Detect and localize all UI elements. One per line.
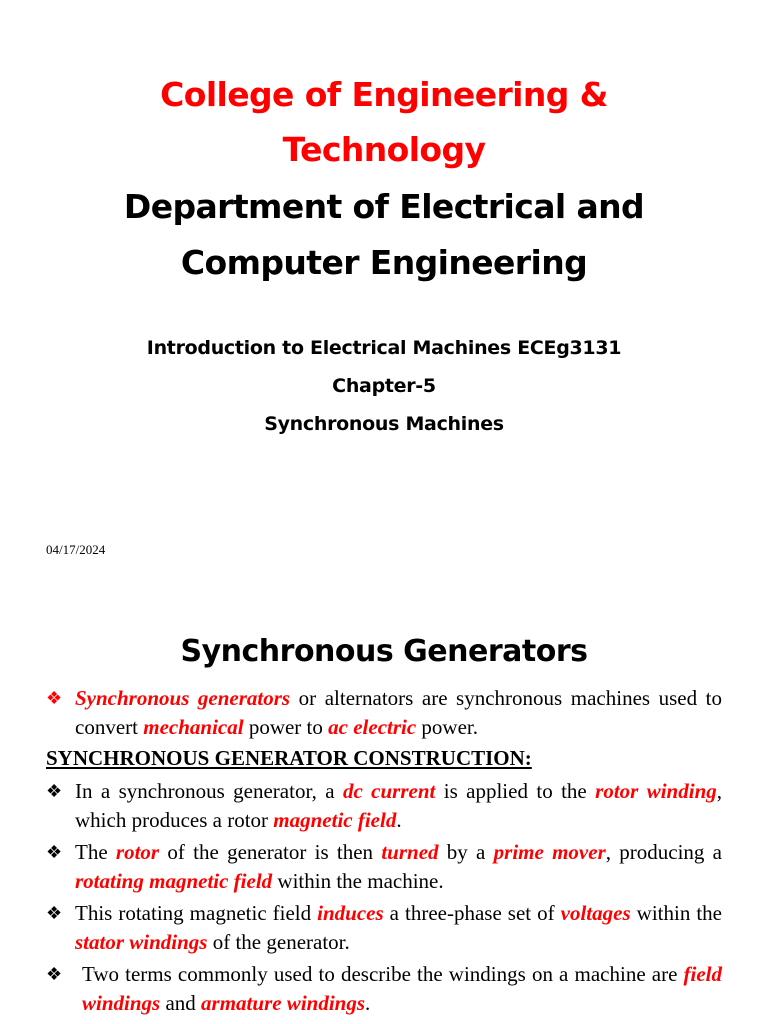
paragraph-text [75,899,722,957]
highlighted-term: magnetic field [273,808,397,832]
bullet-paragraph-2 [46,777,722,835]
text-run: within the machine. [272,869,444,893]
paragraph-text [75,838,722,896]
diamond-bullet-icon: ❖ [46,688,63,708]
course-title: Introduction to Electrical Machines ECEg3131 [146,337,622,359]
highlighted-term: mechanical [143,715,244,739]
diamond-bullet-icon: ❖ [46,781,63,801]
bullet-paragraph-5 [46,960,722,1018]
highlighted-term: rotating magnetic field [75,869,273,893]
highlighted-term: Synchronous generators [75,686,291,710]
text-run: of the generator is then [159,840,382,864]
text-run: by a [438,840,494,864]
text-run: power. [416,715,478,739]
bullet-paragraph-1 [46,684,722,742]
paragraph-text [75,777,722,835]
text-run: power to [243,715,329,739]
text-run: Two terms commonly used to describe the windings on a machine are [82,962,684,986]
topic-label: Synchronous Machines [264,413,504,435]
bullet-paragraph-3 [46,838,722,896]
slide-title: Synchronous Generators [180,634,588,669]
highlighted-term: prime mover [493,840,606,864]
department-title-line2: Computer Engineering [180,243,588,282]
text-run: . [396,808,402,832]
college-title-line1: College of Engineering & [160,75,608,114]
highlighted-term: rotor winding [595,779,717,803]
text-run: a three-phase set of [383,901,561,925]
chapter-label: Chapter-5 [332,375,436,397]
text-run: of the generator. [207,930,350,954]
highlighted-term: dc current [342,779,436,803]
highlighted-term: armature windings [201,991,366,1015]
bullet-paragraph-4 [46,899,722,957]
text-run: In a synchronous generator, a [75,779,343,803]
college-title-line2: Technology [282,130,486,169]
diamond-bullet-icon: ❖ [46,842,63,862]
slide-date: 04/17/2024 [46,542,106,557]
highlighted-term: rotor [115,840,160,864]
highlighted-term: voltages [560,901,631,925]
highlighted-term: ac electric [328,715,417,739]
diamond-bullet-icon: ❖ [46,964,63,984]
text-run: , producing a [605,840,723,864]
section-heading: SYNCHRONOUS GENERATOR CONSTRUCTION: [46,746,532,770]
text-run: The [75,840,116,864]
highlighted-term: field windings [82,962,722,1015]
diamond-bullet-icon: ❖ [46,903,63,923]
text-run: , which produces a rotor [75,779,722,832]
paragraph-text [82,960,722,1018]
text-run: This rotating magnetic field [75,901,318,925]
text-run: . [365,991,371,1015]
text-run: is applied to the [435,779,596,803]
text-run: or alternators are synchronous machines used to convert [75,686,722,739]
text-run: within the [630,901,722,925]
highlighted-term: stator windings [75,930,208,954]
highlighted-term: turned [381,840,439,864]
paragraph-text [75,684,722,742]
department-title-line1: Department of Electrical and [123,187,645,226]
text-run: and [160,991,202,1015]
content-slide [0,590,768,1024]
highlighted-term: induces [317,901,384,925]
